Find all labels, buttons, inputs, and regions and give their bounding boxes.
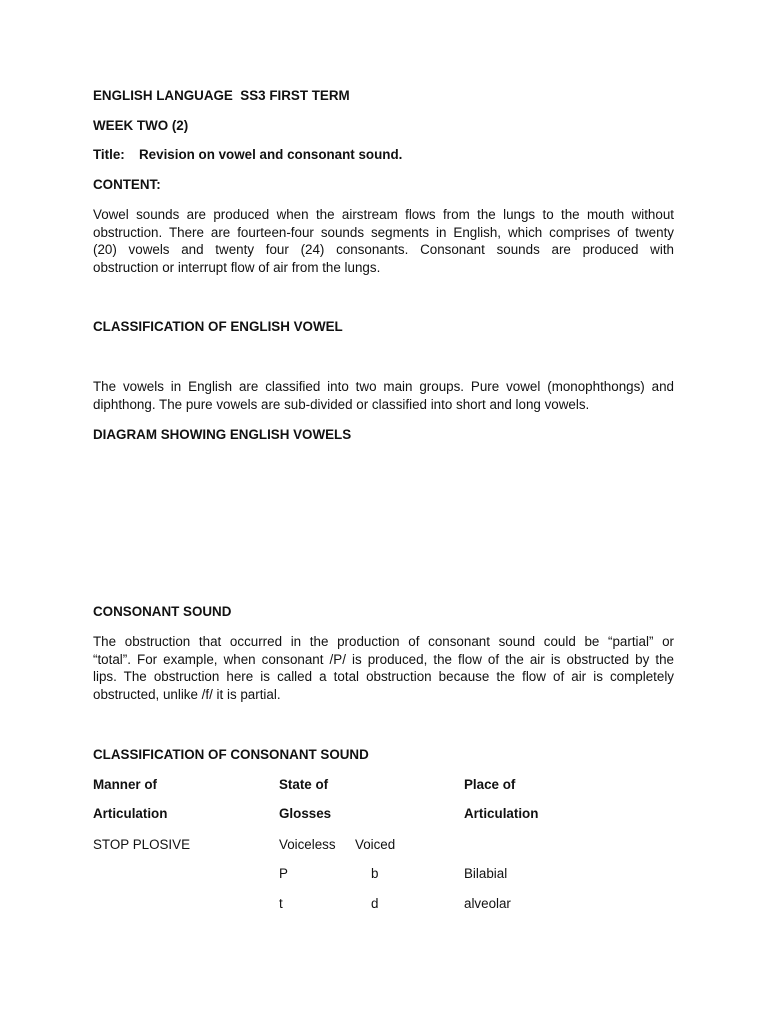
title-text: Revision on vowel and consonant sound. — [139, 147, 403, 162]
consonant-classification-heading: CLASSIFICATION OF CONSONANT SOUND — [93, 747, 369, 762]
voiceless-t: t — [279, 896, 283, 911]
intro-line: Vowel sounds are produced when the airstream flows from the lungs to the mouth without — [93, 207, 674, 222]
vowel-classification-heading: CLASSIFICATION OF ENGLISH VOWEL — [93, 319, 343, 334]
place-alveolar: alveolar — [464, 896, 511, 911]
place-header-line-1: Place of — [464, 777, 516, 792]
week-heading: WEEK TWO (2) — [93, 118, 189, 133]
state-header-line-2: Glosses — [279, 806, 332, 821]
manner-header-line-1: Manner of — [93, 777, 157, 792]
vowel-paragraph — [93, 378, 674, 413]
course-heading: ENGLISH LANGUAGE SS3 FIRST TERM — [93, 88, 350, 103]
place-bilabial: Bilabial — [464, 866, 508, 881]
lesson-title — [93, 146, 402, 164]
vowel-diagram-heading: DIAGRAM SHOWING ENGLISH VOWELS — [93, 427, 352, 442]
consonant-line: The obstruction that occurred in the production of consonant sound could be “partial” or — [93, 634, 674, 649]
place-header-line-2: Articulation — [464, 806, 539, 821]
intro-line: (20) vowels and twenty four (24) consonants. Consonant sounds are produced with — [93, 242, 674, 257]
state-header-line-1: State of — [279, 777, 329, 792]
voiced-d: d — [371, 896, 379, 911]
voiceless-p: P — [279, 866, 288, 881]
voiceless-label: Voiceless — [279, 837, 336, 852]
title-label: Title: — [93, 147, 125, 162]
intro-line: obstruction or interrupt flow of air from the lungs. — [93, 259, 381, 275]
intro-paragraph — [93, 206, 674, 276]
manner-header-line-2: Articulation — [93, 806, 168, 821]
intro-line: obstruction. There are fourteen-four sounds segments in English, which comprises of twenty — [93, 224, 674, 240]
consonant-line: “total”. For example, when consonant /P/ is produced, the flow of the air is obstructed by the — [93, 651, 674, 667]
content-label: CONTENT: — [93, 177, 161, 192]
vowel-line: The vowels in English are classified into two main groups. Pure vowel (monophthongs) and — [93, 379, 674, 394]
voiced-label: Voiced — [355, 837, 396, 852]
voiced-b: b — [371, 866, 379, 881]
consonant-line: obstructed, unlike /f/ it is partial. — [93, 686, 281, 702]
consonant-sound-heading: CONSONANT SOUND — [93, 604, 232, 619]
consonant-paragraph — [93, 633, 674, 703]
consonant-line: lips. The obstruction here is called a total obstruction because the flow of air is completely — [93, 669, 674, 684]
manner-stop-plosive: STOP PLOSIVE — [93, 837, 191, 852]
vowel-line: diphthong. The pure vowels are sub-divided or classified into short and long vowels. — [93, 396, 590, 412]
